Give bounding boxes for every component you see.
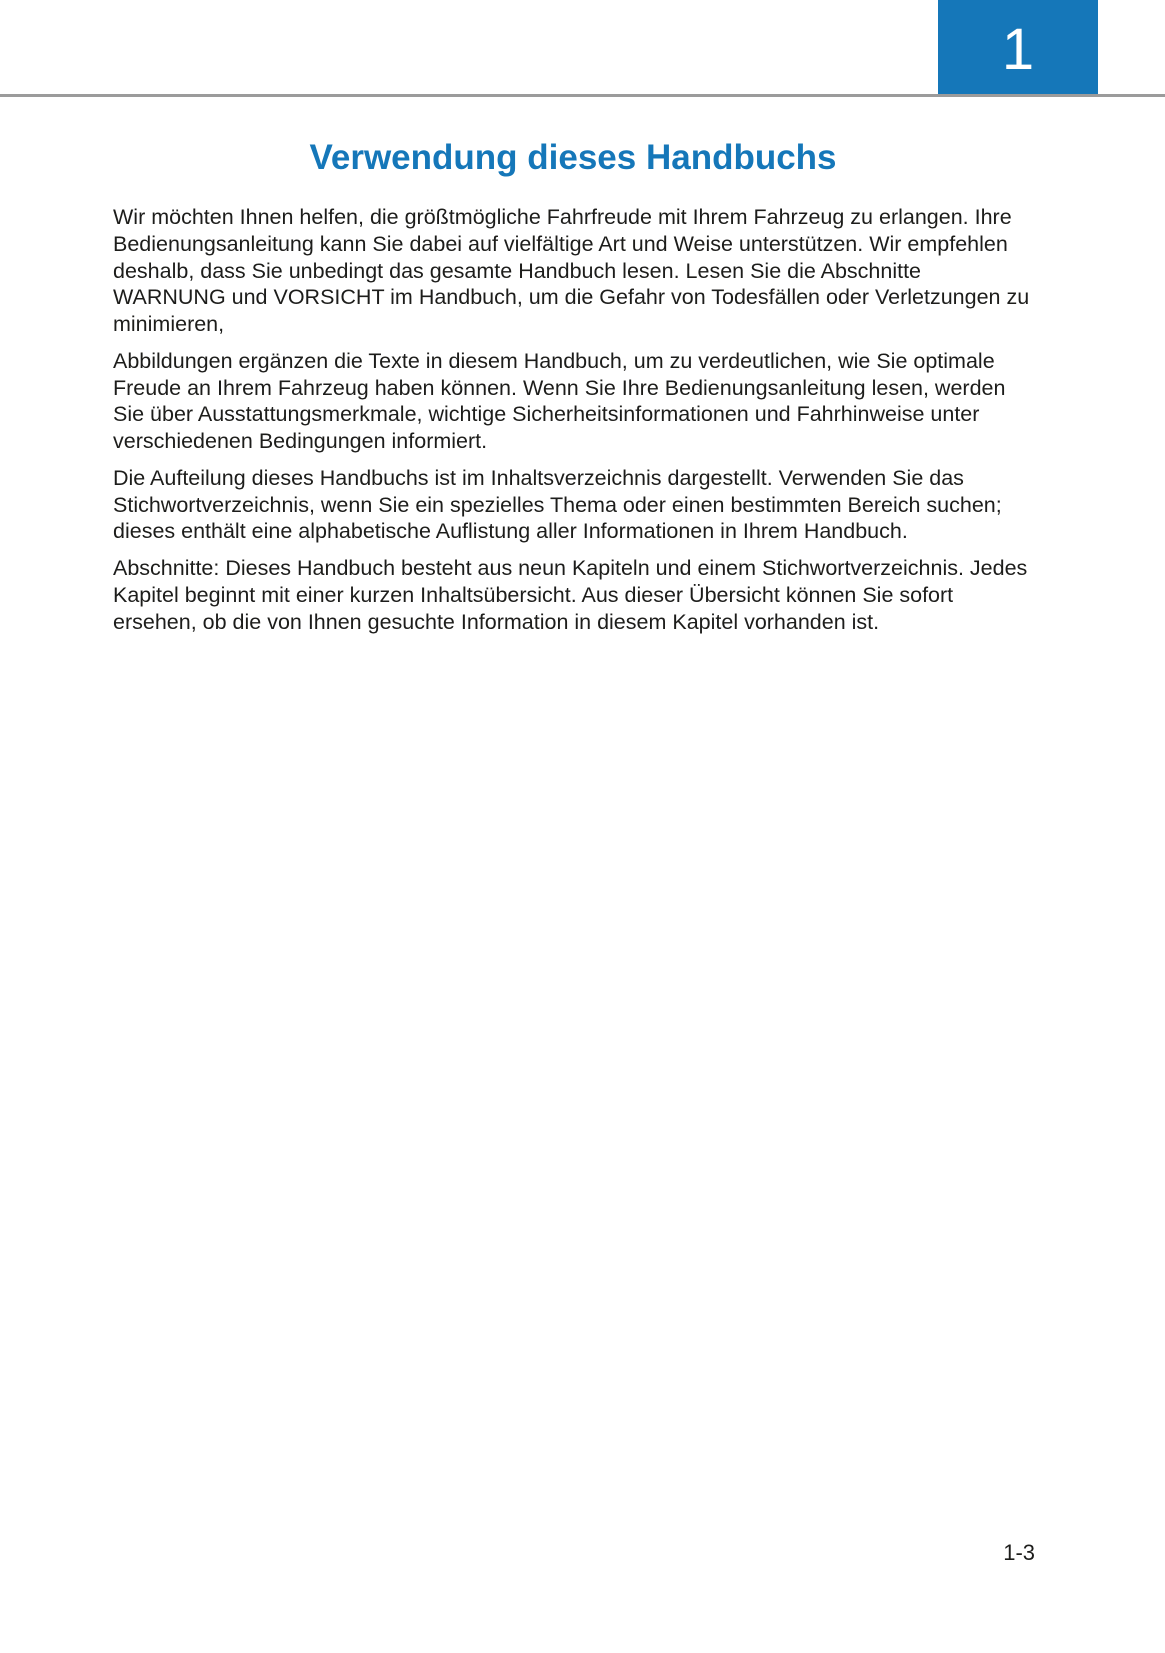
paragraph-2: Abbildungen ergänzen die Texte in diesem Handbuch, um zu verdeutlichen, wie Sie optimale Freude an Ihrem Fahrzeug haben können. Wenn Sie Ihre Bedienungsanleitung lesen, werden Sie über Ausstattungsmerkmale, wichtige Sicherheitsinformationen und Fahrhinweise unter verschiedenen Bedingungen informiert. [113, 348, 1006, 454]
paragraph-4: Abschnitte: Dieses Handbuch besteht aus neun Kapiteln und einem Stichwortverzeichnis. Jedes Kapitel beginnt mit einer kurzen Inhaltsübersicht. Aus dieser Übersicht können Sie sofort ersehen, ob die von Ihnen gesuchte Information in diesem Kapitel vorhanden ist. [113, 556, 1028, 634]
header-divider [0, 94, 1165, 97]
chapter-number: 1 [1001, 17, 1035, 82]
paragraph-1: Wir möchten Ihnen helfen, die größtmögliche Fahrfreude mit Ihrem Fahrzeug zu erlangen. Ihre Bedienungsanleitung kann Sie dabei auf vielfältige Art und Weise unterstützen. Wir empfehlen deshalb, dass Sie unbedingt das gesamte Handbuch lesen. Lesen Sie die Abschnitte WARNUNG und VORSICHT im Handbuch, um die Gefahr von Todesfällen oder Verletzungen zu minimieren, [113, 205, 1030, 337]
paragraph-3: Die Aufteilung dieses Handbuchs ist im Inhaltsverzeichnis dargestellt. Verwenden Sie das Stichwortverzeichnis, wenn Sie ein spezielles Thema oder einen bestimmten Bereich suchen; dieses enthält eine alphabetische Auflistung aller Informationen in Ihrem Handbuch. [113, 465, 1002, 544]
chapter-tab [938, 0, 1098, 94]
page-content [113, 138, 1033, 645]
page-number: 1-3 [1003, 1540, 1035, 1565]
page-title: Verwendung dieses Handbuchs [309, 138, 837, 177]
